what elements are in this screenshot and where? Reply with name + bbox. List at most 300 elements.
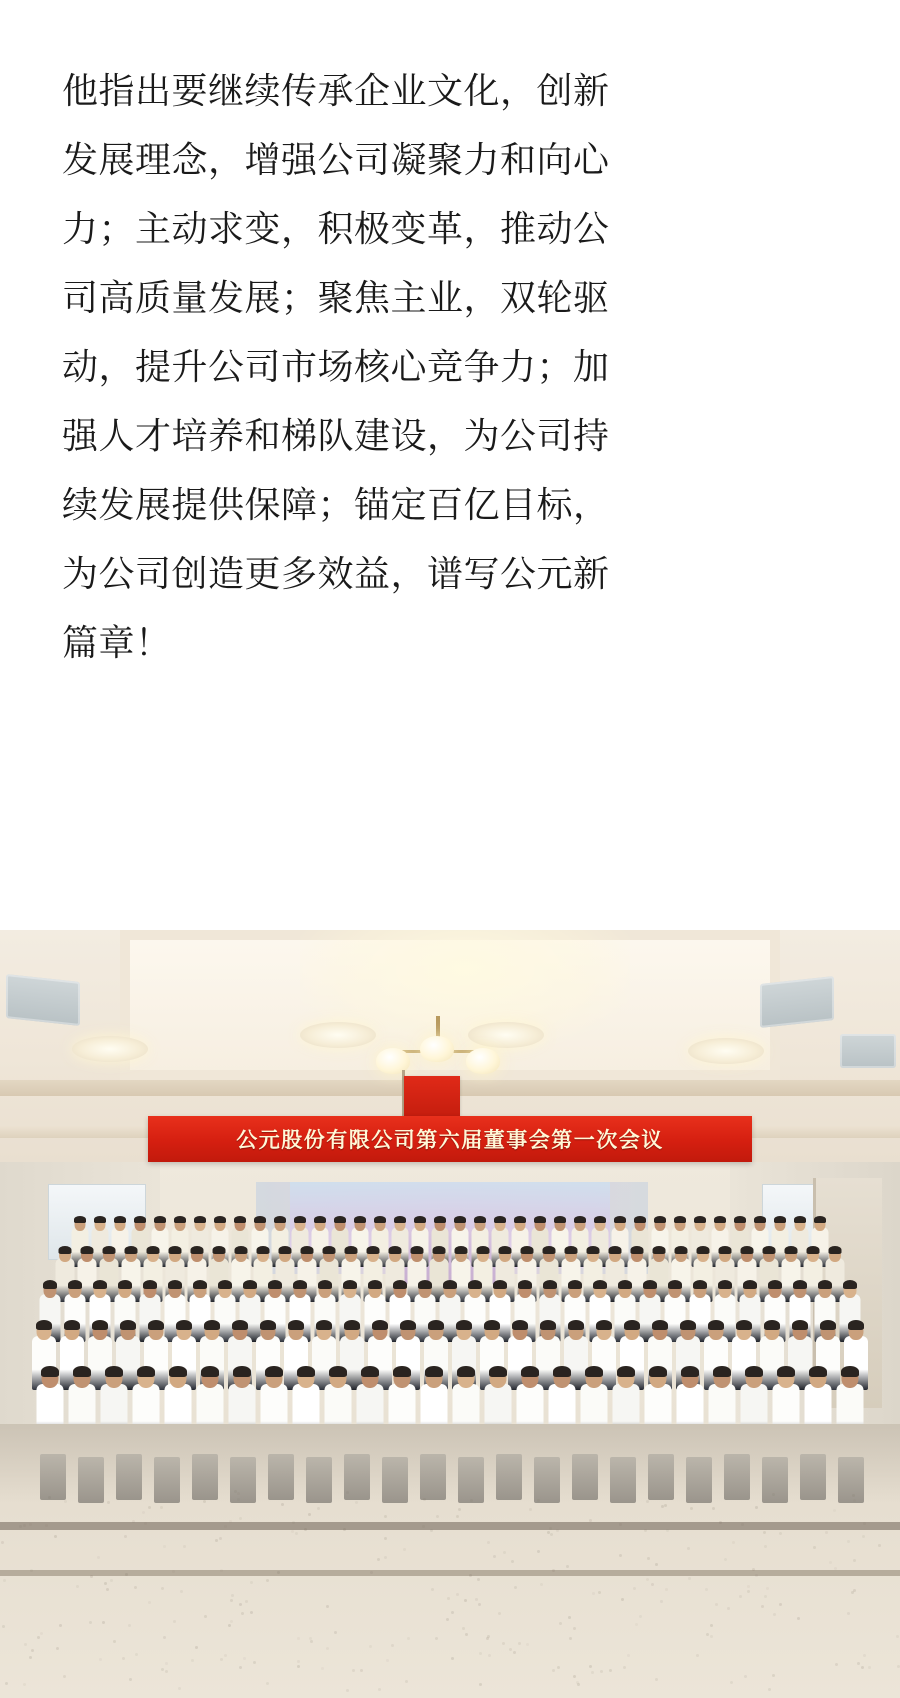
floor-speck xyxy=(3,1579,6,1582)
floor-speck xyxy=(627,1654,630,1657)
person-hair xyxy=(653,1246,666,1254)
floor-speck xyxy=(488,1654,491,1657)
floor-speck xyxy=(239,1666,242,1669)
floor-speck xyxy=(552,1569,555,1572)
chandelier xyxy=(376,1034,500,1080)
floor-speck xyxy=(163,1545,166,1548)
person-hair xyxy=(394,1216,406,1223)
floor-speck xyxy=(589,1665,592,1668)
floor-speck xyxy=(763,1531,766,1534)
floor-speck xyxy=(110,1579,113,1582)
floor-speck xyxy=(513,1651,516,1654)
person-hair xyxy=(361,1366,379,1377)
floor-speck xyxy=(639,1615,642,1618)
floor-speck xyxy=(165,1670,168,1673)
floor-speck xyxy=(644,1529,647,1532)
floor-speck xyxy=(851,1591,854,1594)
person-hair xyxy=(374,1216,386,1223)
floor-speck xyxy=(310,1640,313,1643)
floor-speck xyxy=(243,1657,246,1660)
person-hair xyxy=(675,1246,688,1254)
floor-speck xyxy=(122,1657,125,1660)
person-hair xyxy=(455,1246,468,1254)
floor-speck xyxy=(577,1683,580,1686)
group-photo-image xyxy=(0,930,900,1698)
floor-speck xyxy=(861,1666,864,1669)
floor-speck xyxy=(710,1624,713,1627)
floor-speck xyxy=(435,1637,438,1640)
person-hair xyxy=(540,1320,556,1330)
national-flag xyxy=(404,1076,460,1118)
floor-speck xyxy=(124,1535,127,1538)
person-hair xyxy=(114,1216,126,1223)
floor-speck xyxy=(76,1585,79,1588)
floor-speck xyxy=(730,1681,733,1684)
article-text-block xyxy=(62,56,642,677)
floor-speck xyxy=(134,1586,137,1589)
floor-speck xyxy=(24,1643,27,1646)
floor-speck xyxy=(304,1528,307,1531)
person-hair xyxy=(745,1366,763,1377)
floor-speck xyxy=(224,1525,227,1528)
floor-speck xyxy=(857,1662,860,1665)
floor-speck xyxy=(537,1499,540,1502)
chair xyxy=(116,1454,142,1500)
floor-speck xyxy=(297,1637,300,1640)
group-photo-figure xyxy=(0,930,900,1698)
floor-speck xyxy=(598,1591,601,1594)
floor-speck xyxy=(847,1612,850,1615)
person-hair xyxy=(344,1320,360,1330)
chair xyxy=(154,1457,180,1503)
floor-speck xyxy=(29,1656,32,1659)
floor-speck xyxy=(732,1541,735,1544)
person-hair xyxy=(718,1280,732,1289)
person-hair xyxy=(829,1246,842,1254)
floor-speck xyxy=(343,1528,346,1531)
floor-speck xyxy=(422,1525,425,1528)
person-hair xyxy=(568,1280,582,1289)
person-hair xyxy=(318,1280,332,1289)
person-hair xyxy=(792,1320,808,1330)
floor-speck xyxy=(833,1509,836,1512)
floor-speck xyxy=(518,1642,521,1645)
person-hair xyxy=(389,1246,402,1254)
person-hair xyxy=(543,1280,557,1289)
person-hair xyxy=(494,1216,506,1223)
floor-speck xyxy=(230,1620,233,1623)
chair xyxy=(496,1454,522,1500)
person-hair xyxy=(274,1216,286,1223)
floor-speck xyxy=(407,1637,410,1640)
floor-speck xyxy=(591,1671,594,1674)
floor-speck xyxy=(710,1635,713,1638)
floor-speck xyxy=(423,1498,426,1501)
floor-speck xyxy=(148,1601,151,1604)
floor-speck xyxy=(384,1515,387,1518)
air-vent xyxy=(760,976,834,1028)
floor-speck xyxy=(446,1618,449,1621)
floor-speck xyxy=(609,1669,612,1672)
person-hair xyxy=(456,1320,472,1330)
person-hair xyxy=(614,1216,626,1223)
person-hair xyxy=(609,1246,622,1254)
person-hair xyxy=(59,1246,72,1254)
floor-speck xyxy=(666,1529,669,1532)
person-hair xyxy=(585,1366,603,1377)
floor-speck xyxy=(724,1558,727,1561)
person-hair xyxy=(260,1320,276,1330)
person-hair xyxy=(254,1216,266,1223)
floor-speck xyxy=(220,1569,223,1572)
chair xyxy=(762,1457,788,1503)
floor-speck xyxy=(326,1605,329,1608)
floor-speck xyxy=(569,1637,572,1640)
ceiling-light xyxy=(688,1038,764,1064)
person-hair xyxy=(143,1280,157,1289)
person-hair xyxy=(92,1320,108,1330)
floor-speck xyxy=(384,1556,387,1559)
floor-speck xyxy=(346,1491,349,1494)
floor-speck xyxy=(239,1517,242,1520)
person-hair xyxy=(587,1246,600,1254)
floor-speck xyxy=(715,1603,718,1606)
floor-speck xyxy=(458,1508,461,1511)
floor-speck xyxy=(752,1568,755,1571)
floor-speck xyxy=(161,1587,164,1590)
floor-speck xyxy=(178,1687,181,1690)
person-hair xyxy=(649,1366,667,1377)
floor-speck xyxy=(502,1642,505,1645)
person-hair xyxy=(674,1216,686,1223)
floor-speck xyxy=(834,1567,837,1570)
floor-speck xyxy=(23,1524,26,1527)
person-hair xyxy=(234,1216,246,1223)
floor-speck xyxy=(295,1532,298,1535)
floor-speck xyxy=(727,1607,730,1610)
person-hair xyxy=(36,1320,52,1330)
floor-speck xyxy=(317,1507,320,1510)
floor-speck xyxy=(470,1499,473,1502)
floor-speck xyxy=(384,1537,387,1540)
floor-speck xyxy=(377,1558,380,1561)
air-vent xyxy=(840,1034,896,1068)
person-hair xyxy=(694,1216,706,1223)
person-hair xyxy=(554,1216,566,1223)
floor-joint-line xyxy=(0,1522,900,1530)
floor-speck xyxy=(755,1574,758,1577)
floor-speck xyxy=(129,1678,132,1681)
floor-speck xyxy=(99,1658,102,1661)
person-hair xyxy=(176,1320,192,1330)
floor-speck xyxy=(646,1500,649,1503)
floor-speck xyxy=(266,1682,269,1685)
person-hair xyxy=(232,1320,248,1330)
chair xyxy=(572,1454,598,1500)
person-hair xyxy=(514,1216,526,1223)
person-hair xyxy=(680,1320,696,1330)
floor-speck xyxy=(23,1683,26,1686)
person-hair xyxy=(393,1280,407,1289)
floor-speck xyxy=(183,1545,186,1548)
person-hair xyxy=(809,1366,827,1377)
floor-speck xyxy=(853,1559,856,1562)
person-hair xyxy=(521,1246,534,1254)
person-hair xyxy=(777,1366,795,1377)
floor-speck xyxy=(779,1603,782,1606)
person-hair xyxy=(743,1280,757,1289)
floor-speck xyxy=(326,1647,329,1650)
floor-speck xyxy=(853,1499,856,1502)
floor-speck xyxy=(334,1631,337,1634)
chandelier-bulb xyxy=(420,1036,454,1062)
floor-speck xyxy=(30,1569,33,1572)
person-hair xyxy=(74,1216,86,1223)
person-hair xyxy=(279,1246,292,1254)
floor-speck xyxy=(102,1621,105,1624)
person-hair xyxy=(345,1246,358,1254)
floor-speck xyxy=(646,1578,649,1581)
person-hair xyxy=(243,1280,257,1289)
person-hair xyxy=(93,1280,107,1289)
floor-speck xyxy=(370,1571,373,1574)
person-hair xyxy=(697,1246,710,1254)
chair xyxy=(420,1454,446,1500)
floor-speck xyxy=(514,1586,517,1589)
floor-speck xyxy=(224,1654,227,1657)
person-hair xyxy=(807,1246,820,1254)
floor-speck xyxy=(229,1520,232,1523)
floor-speck xyxy=(559,1622,562,1625)
floor-speck xyxy=(540,1583,543,1586)
person-hair xyxy=(457,1366,475,1377)
floor-speck xyxy=(655,1678,658,1681)
event-banner xyxy=(148,1116,752,1162)
floor-speck xyxy=(237,1492,240,1495)
floor-speck xyxy=(464,1599,467,1602)
person-hair xyxy=(425,1366,443,1377)
floor-speck xyxy=(128,1624,131,1627)
chair xyxy=(648,1454,674,1500)
person-hair xyxy=(288,1320,304,1330)
floor-speck xyxy=(369,1645,372,1648)
floor-joint-line xyxy=(0,1570,900,1576)
floor-speck xyxy=(690,1507,693,1510)
person-hair xyxy=(268,1280,282,1289)
floor-speck xyxy=(764,1545,767,1548)
person-hair xyxy=(764,1320,780,1330)
floor-speck xyxy=(487,1541,490,1544)
person-hair xyxy=(574,1216,586,1223)
floor-speck xyxy=(403,1548,406,1551)
person-hair xyxy=(193,1280,207,1289)
person-hair xyxy=(168,1280,182,1289)
floor-speck xyxy=(744,1675,747,1678)
person-hair xyxy=(301,1246,314,1254)
floor-speck xyxy=(431,1588,434,1591)
person-hair xyxy=(474,1216,486,1223)
floor-speck xyxy=(655,1563,658,1566)
person-hair xyxy=(668,1280,682,1289)
person-hair xyxy=(434,1216,446,1223)
person-hair xyxy=(643,1280,657,1289)
person-hair xyxy=(354,1216,366,1223)
person-hair xyxy=(618,1280,632,1289)
person-hair xyxy=(484,1320,500,1330)
floor-speck xyxy=(220,1658,223,1661)
floor-speck xyxy=(896,1635,899,1638)
person-hair xyxy=(329,1366,347,1377)
chair xyxy=(686,1457,712,1503)
floor-speck xyxy=(705,1588,708,1591)
floor-speck xyxy=(747,1585,750,1588)
floor-speck xyxy=(687,1547,690,1550)
person-hair xyxy=(741,1246,754,1254)
person-hair xyxy=(64,1320,80,1330)
floor-speck xyxy=(764,1595,767,1598)
floor-speck xyxy=(623,1666,626,1669)
floor-speck xyxy=(755,1506,758,1509)
person-hair xyxy=(294,1216,306,1223)
floor-speck xyxy=(241,1612,244,1615)
person-hair xyxy=(125,1246,138,1254)
floor-speck xyxy=(250,1581,253,1584)
floor-speck xyxy=(378,1688,381,1691)
person-hair xyxy=(708,1320,724,1330)
floor-speck xyxy=(172,1570,175,1573)
floor-speck xyxy=(526,1643,529,1646)
floor-speck xyxy=(291,1530,294,1533)
floor-speck xyxy=(239,1603,242,1606)
floor-speck xyxy=(31,1649,34,1652)
floor-speck xyxy=(292,1521,295,1524)
floor-speck xyxy=(360,1669,363,1672)
floor-speck xyxy=(456,1515,459,1518)
person-hair xyxy=(568,1320,584,1330)
person-hair xyxy=(754,1216,766,1223)
floor-speck xyxy=(231,1594,234,1597)
person-hair xyxy=(820,1320,836,1330)
floor-speck xyxy=(352,1669,355,1672)
floor-speck xyxy=(456,1593,459,1596)
floor-speck xyxy=(191,1659,194,1662)
floor-speck xyxy=(493,1555,496,1558)
floor-speck xyxy=(253,1661,256,1664)
floor-speck xyxy=(477,1578,480,1581)
floor-speck xyxy=(825,1531,828,1534)
floor-speck xyxy=(556,1529,559,1532)
chair xyxy=(78,1457,104,1503)
floor-speck xyxy=(228,1624,231,1627)
floor-speck xyxy=(462,1627,465,1630)
person-hair xyxy=(518,1280,532,1289)
person-hair xyxy=(194,1216,206,1223)
person-hair xyxy=(543,1246,556,1254)
floor-speck xyxy=(2,1625,5,1628)
person-hair xyxy=(617,1366,635,1377)
floor-speck xyxy=(772,1674,775,1677)
floor-speck xyxy=(835,1663,838,1666)
floor-speck xyxy=(621,1598,624,1601)
floor-speck xyxy=(479,1683,482,1686)
floor-speck xyxy=(297,1665,300,1668)
floor-speck xyxy=(161,1668,164,1671)
floor-speck xyxy=(529,1508,532,1511)
chair xyxy=(192,1454,218,1500)
person-hair xyxy=(137,1366,155,1377)
floor-speck xyxy=(475,1598,478,1601)
floor-speck xyxy=(237,1498,240,1501)
floor-speck xyxy=(813,1546,816,1549)
person-hair xyxy=(297,1366,315,1377)
floor-speck xyxy=(550,1533,553,1536)
article-paragraph: 他指出要继续传承企业文化，创新发展理念，增强公司凝聚力和向心力；主动求变，积极变革，推动公司高质量发展；聚焦主业，双轮驱动，提升公司市场核心竞争力；加强人才培养和梯队建设，为公司持续发展提供保障；锚定百亿目标，为公司创造更多效益，谱写公元新篇章！ xyxy=(62,70,610,663)
floor-speck xyxy=(5,1682,8,1685)
person-hair xyxy=(634,1216,646,1223)
person-hair xyxy=(768,1280,782,1289)
person-hair xyxy=(372,1320,388,1330)
person-hair xyxy=(443,1280,457,1289)
person-hair xyxy=(468,1280,482,1289)
floor-speck xyxy=(573,1675,576,1678)
floor-speck xyxy=(498,1612,501,1615)
floor-speck xyxy=(664,1504,667,1507)
floor-speck xyxy=(635,1623,638,1626)
floor-speck xyxy=(163,1636,166,1639)
person-hair xyxy=(794,1216,806,1223)
person-hair xyxy=(169,1246,182,1254)
person-hair xyxy=(393,1366,411,1377)
floor-speck xyxy=(135,1653,138,1656)
person-hair xyxy=(105,1366,123,1377)
person-hair xyxy=(265,1366,283,1377)
floor-speck xyxy=(619,1554,622,1557)
floor-speck xyxy=(180,1590,183,1593)
floor-speck xyxy=(479,1652,482,1655)
person-hair xyxy=(43,1280,57,1289)
floor-speck xyxy=(19,1525,22,1528)
floor-speck xyxy=(436,1515,439,1518)
chair xyxy=(306,1457,332,1503)
person-hair xyxy=(367,1246,380,1254)
floor-speck xyxy=(660,1600,663,1603)
floor-speck xyxy=(59,1624,62,1627)
floor-speck xyxy=(706,1633,709,1636)
person-hair xyxy=(654,1216,666,1223)
chair xyxy=(838,1457,864,1503)
floor-speck xyxy=(747,1590,750,1593)
floor-speck xyxy=(451,1657,454,1660)
floor-speck xyxy=(45,1524,48,1527)
person-hair xyxy=(120,1320,136,1330)
person-hair xyxy=(418,1280,432,1289)
floor-speck xyxy=(552,1669,555,1672)
person-hair xyxy=(428,1320,444,1330)
person-hair xyxy=(41,1366,59,1377)
floor-speck xyxy=(573,1627,576,1630)
floor-speck xyxy=(195,1646,198,1649)
floor-speck xyxy=(647,1557,650,1560)
person-hair xyxy=(793,1280,807,1289)
person-hair xyxy=(201,1366,219,1377)
floor-speck xyxy=(297,1660,300,1663)
person-hair xyxy=(257,1246,270,1254)
person-hair xyxy=(414,1216,426,1223)
floor-speck xyxy=(719,1521,722,1524)
floor-speck xyxy=(89,1621,92,1624)
floor-speck xyxy=(557,1666,560,1669)
chair xyxy=(268,1454,294,1500)
